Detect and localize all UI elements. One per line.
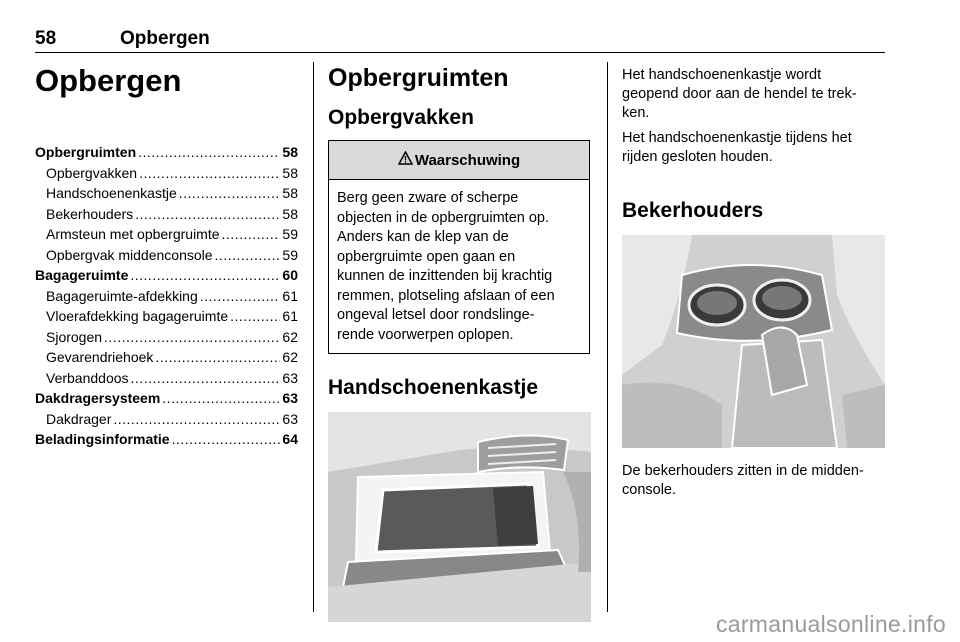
toc-entry-page: 58 bbox=[282, 144, 298, 160]
section-heading-opbergruimten: Opbergruimten bbox=[328, 64, 509, 92]
toc-leader-dots bbox=[222, 224, 281, 245]
column-divider-1 bbox=[313, 62, 314, 612]
text-line: De bekerhouders zitten in de midden- bbox=[622, 463, 864, 479]
text-line: Het handschoenenkastje wordt bbox=[622, 67, 822, 83]
text-line: Anders kan de klep van de bbox=[337, 229, 509, 245]
text-line: opbergruimte open gaan en bbox=[337, 248, 516, 265]
toc-entry-label: Handschoenenkastje bbox=[46, 185, 177, 201]
glovebox-open-text bbox=[622, 66, 885, 123]
text-line: ongeval letsel door rondslinge- bbox=[337, 307, 535, 323]
toc-entry-page: 62 bbox=[282, 349, 298, 365]
toc-entry-page: 61 bbox=[282, 308, 298, 324]
toc-entry[interactable] bbox=[35, 265, 298, 286]
toc-entry[interactable] bbox=[35, 409, 298, 430]
toc-entry-page: 58 bbox=[282, 164, 298, 181]
warning-title: Waarschuwing bbox=[414, 151, 521, 169]
toc-entry-label: Bagageruimte-afdekking bbox=[46, 287, 198, 304]
toc-entry-page: 63 bbox=[282, 369, 298, 386]
subheading-handschoenenkastje: Handschoenenkastje bbox=[328, 376, 539, 399]
toc-entry-label: Opbergvakken bbox=[46, 164, 138, 181]
toc-entry[interactable] bbox=[35, 327, 298, 348]
toc-entry-label: Bekerhouders bbox=[46, 205, 134, 222]
toc-entry-page: 60 bbox=[282, 267, 298, 283]
toc-entry-page: 58 bbox=[282, 205, 298, 222]
text-line: remmen, plotseling afslaan of een bbox=[337, 287, 555, 304]
toc-entry[interactable] bbox=[35, 142, 298, 163]
toc-entry[interactable] bbox=[35, 347, 298, 368]
cupholder-illustration bbox=[622, 235, 885, 448]
warning-box bbox=[328, 140, 590, 354]
subheading-opbergvakken: Opbergvakken bbox=[328, 106, 474, 129]
toc-leader-dots bbox=[230, 306, 280, 327]
chapter-title: Opbergen bbox=[35, 63, 182, 98]
header-section-title: Opbergen bbox=[120, 28, 210, 49]
toc-entry-label: Dakdrager bbox=[46, 410, 112, 427]
toc-entry[interactable] bbox=[35, 163, 298, 184]
toc-entry-label: Opbergvak middenconsole bbox=[46, 246, 213, 263]
toc-entry-label: Armsteun met opbergruimte bbox=[46, 226, 220, 242]
warning-text bbox=[329, 180, 589, 353]
toc-entry-page: 58 bbox=[282, 185, 298, 201]
toc-entry-label: Sjorogen bbox=[46, 328, 103, 345]
toc-entry[interactable] bbox=[35, 388, 298, 409]
text-line: rende voorwerpen oplopen. bbox=[337, 326, 514, 343]
toc-entry-page: 59 bbox=[282, 226, 298, 242]
toc-entry[interactable] bbox=[35, 245, 298, 266]
column-storage bbox=[328, 62, 591, 622]
toc-leader-dots bbox=[172, 429, 281, 450]
toc-entry[interactable] bbox=[35, 204, 298, 225]
toc-entry[interactable] bbox=[35, 183, 298, 204]
toc-leader-dots bbox=[155, 347, 280, 368]
toc-entry-page: 63 bbox=[282, 410, 298, 427]
toc-entry-label: Gevarendriehoek bbox=[46, 349, 154, 365]
toc-entry-page: 59 bbox=[282, 246, 298, 263]
toc-leader-dots bbox=[215, 245, 281, 266]
toc-leader-dots bbox=[135, 204, 280, 225]
page-header bbox=[35, 26, 885, 53]
toc-entry-page: 64 bbox=[282, 431, 298, 447]
text-line: objecten in de opbergruimten op. bbox=[337, 209, 550, 226]
text-line: Berg geen zware of scherpe bbox=[337, 190, 519, 206]
column-divider-2 bbox=[607, 62, 608, 612]
toc-entry-page: 61 bbox=[282, 287, 298, 304]
toc-entry[interactable] bbox=[35, 368, 298, 389]
subheading-bekerhouders: Bekerhouders bbox=[622, 199, 764, 222]
toc-entry-label: Beladingsinformatie bbox=[35, 431, 170, 447]
text-line: Het handschoenenkastje tijdens het bbox=[622, 130, 852, 146]
text-line: geopend door aan de hendel te trek- bbox=[622, 86, 857, 102]
toc-entry-label: Dakdragersysteem bbox=[35, 390, 161, 406]
toc-entry-label: Vloerafdekking bagageruimte bbox=[46, 308, 229, 324]
text-line: rijden gesloten houden. bbox=[622, 149, 773, 165]
toc-entry-label: Bagageruimte bbox=[35, 267, 129, 283]
toc-leader-dots bbox=[200, 286, 281, 307]
toc-leader-dots bbox=[139, 163, 280, 184]
glovebox-closed-text bbox=[622, 129, 885, 167]
toc-entry-label: Verbanddoos bbox=[46, 369, 129, 386]
column-toc bbox=[35, 62, 298, 450]
toc-leader-dots bbox=[162, 388, 280, 409]
warning-triangle-icon bbox=[398, 151, 413, 170]
cupholder-caption bbox=[622, 462, 885, 500]
toc-entry[interactable] bbox=[35, 224, 298, 245]
watermark-text: carmanualsonline.info bbox=[715, 611, 946, 637]
glovebox-illustration bbox=[328, 412, 591, 622]
toc-entry-label: Opbergruimten bbox=[35, 144, 137, 160]
toc-leader-dots bbox=[130, 265, 280, 286]
toc-entry-page: 63 bbox=[282, 390, 298, 406]
page-number: 58 bbox=[35, 28, 57, 49]
toc-leader-dots bbox=[113, 409, 280, 430]
warning-header bbox=[329, 141, 589, 180]
toc-leader-dots bbox=[179, 183, 281, 204]
toc-leader-dots bbox=[131, 368, 281, 389]
text-line: ken. bbox=[622, 105, 650, 121]
toc-entry[interactable] bbox=[35, 306, 298, 327]
toc-entry[interactable] bbox=[35, 429, 298, 450]
column-cupholders bbox=[622, 62, 885, 500]
toc-entry-page: 62 bbox=[282, 328, 298, 345]
text-line: kunnen de inzittenden bij krachtig bbox=[337, 268, 553, 284]
toc-entry[interactable] bbox=[35, 286, 298, 307]
table-of-contents bbox=[35, 142, 298, 450]
toc-leader-dots bbox=[104, 327, 280, 348]
text-line: console. bbox=[622, 482, 677, 498]
toc-leader-dots bbox=[138, 142, 280, 163]
